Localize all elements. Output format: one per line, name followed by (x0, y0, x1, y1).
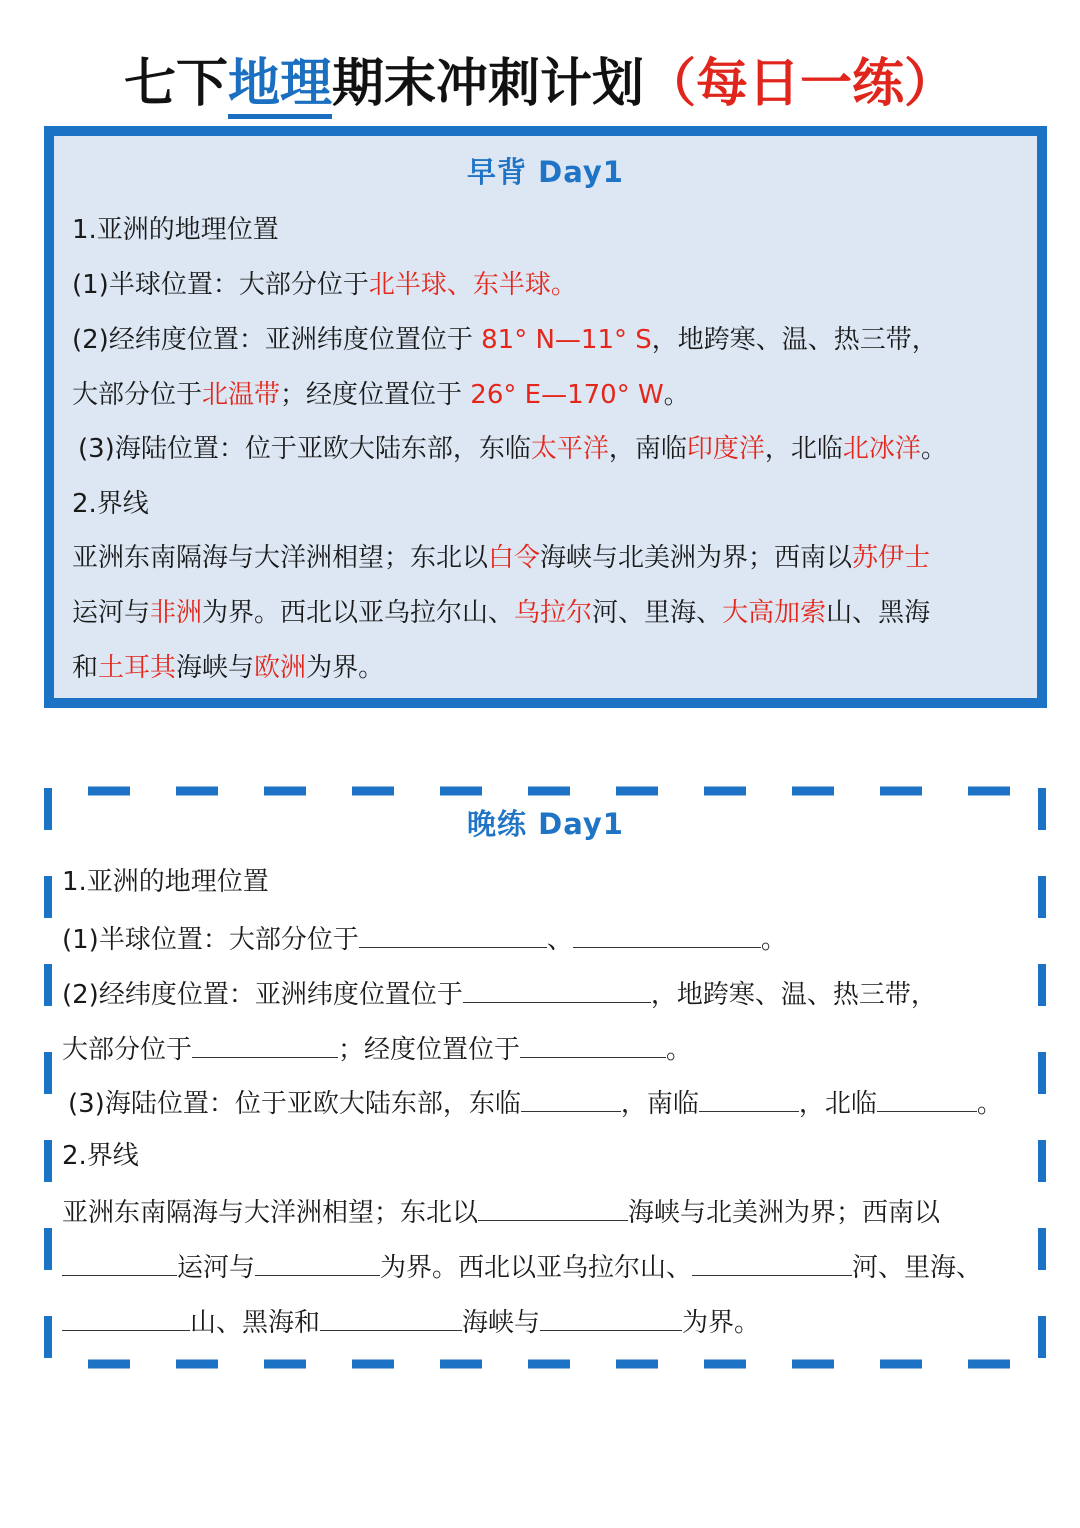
boundary-line-2: 运河与 为界。西北以亚乌拉尔山、 河、里海、 (62, 1245, 982, 1288)
section-1-heading: 1.亚洲的地理位置 (72, 215, 279, 245)
fill-blank[interactable] (877, 1081, 977, 1112)
fill-blank[interactable] (573, 917, 761, 948)
answer-text: 印度洋 (686, 434, 765, 464)
fill-blank[interactable] (463, 972, 651, 1003)
fill-blank[interactable] (692, 1245, 852, 1276)
latlon-line-2: 大部分位于 ；经度位置位于 。 (62, 1027, 692, 1070)
answer-text: 土耳其 (98, 653, 177, 683)
answer-text: 苏伊士 (852, 543, 931, 573)
fill-blank[interactable] (192, 1027, 338, 1058)
fill-blank[interactable] (359, 917, 547, 948)
section-2-heading: 2.界线 (72, 489, 149, 519)
answer-text: 白令 (488, 543, 541, 573)
fill-blank[interactable] (320, 1300, 462, 1331)
answer-text: 大高加索 (722, 598, 827, 628)
fill-blank[interactable] (255, 1245, 380, 1276)
answer-text: 非洲 (150, 598, 203, 628)
page-title (0, 52, 1080, 116)
boundary-line-1: 亚洲东南隔海与大洋洲相望；东北以白令海峡与北美洲为界；西南以苏伊士 (72, 543, 931, 573)
evening-heading: 晚练 Day1 (467, 807, 624, 841)
boundary-line-2: 运河与非洲为界。西北以亚乌拉尔山、乌拉尔河、里海、大高加索山、黑海 (72, 598, 931, 628)
title-main: 期末冲刺计划 (332, 54, 645, 114)
fill-blank[interactable] (62, 1300, 190, 1331)
section-2-heading: 2.界线 (62, 1141, 139, 1171)
fill-blank[interactable] (520, 1027, 666, 1058)
latlon-line: (2)经纬度位置：亚洲纬度位置位于 81° N—11° S，地跨寒、温、热三带， (72, 325, 938, 355)
section-1-heading: 1.亚洲的地理位置 (62, 867, 269, 897)
fill-blank[interactable] (699, 1081, 799, 1112)
morning-review-panel (44, 126, 1047, 708)
boundary-line-3: 和土耳其海峡与欧洲为界。 (72, 653, 385, 683)
answer-text: 81° N—11° S (481, 325, 652, 355)
sea-land-line: (3)海陆位置：位于亚欧大陆东部，东临 ，南临 ，北临 。 (68, 1081, 1003, 1124)
title-suffix: （每日一练） (644, 54, 957, 114)
answer-text: 乌拉尔 (514, 598, 593, 628)
answer-text: 北半球、东半球 (368, 270, 551, 300)
answer-text: 26° E—170° W (470, 380, 664, 410)
fill-blank[interactable] (62, 1245, 177, 1276)
answer-text: 欧洲 (254, 653, 307, 683)
boundary-line-3: 山、黑海和 海峡与 为界。 (62, 1300, 760, 1343)
answer-text: 太平洋 (530, 434, 609, 464)
title-prefix: 七下 (123, 54, 228, 114)
answer-text: 北温带 (202, 380, 281, 410)
fill-blank[interactable] (540, 1300, 682, 1331)
hemisphere-line: (1)半球位置：大部分位于 、 。 (62, 917, 787, 960)
morning-heading: 早背 Day1 (467, 155, 624, 189)
hemisphere-line: (1)半球位置：大部分位于北半球、东半球。 (72, 270, 577, 300)
evening-practice-panel (44, 786, 1047, 1370)
boundary-line-1: 亚洲东南隔海与大洋洲相望；东北以 海峡与北美洲为界；西南以 (62, 1190, 940, 1233)
fill-blank[interactable] (478, 1190, 628, 1221)
sea-land-line: (3)海陆位置：位于亚欧大陆东部，东临太平洋，南临印度洋，北临北冰洋。 (78, 434, 947, 464)
latlon-line-2: 大部分位于北温带；经度位置位于 26° E—170° W。 (72, 380, 690, 410)
title-subject: 地理 (228, 54, 332, 119)
latlon-line: (2)经纬度位置：亚洲纬度位置位于 ，地跨寒、温、热三带， (62, 972, 937, 1015)
fill-blank[interactable] (521, 1081, 621, 1112)
answer-text: 北冰洋 (842, 434, 921, 464)
